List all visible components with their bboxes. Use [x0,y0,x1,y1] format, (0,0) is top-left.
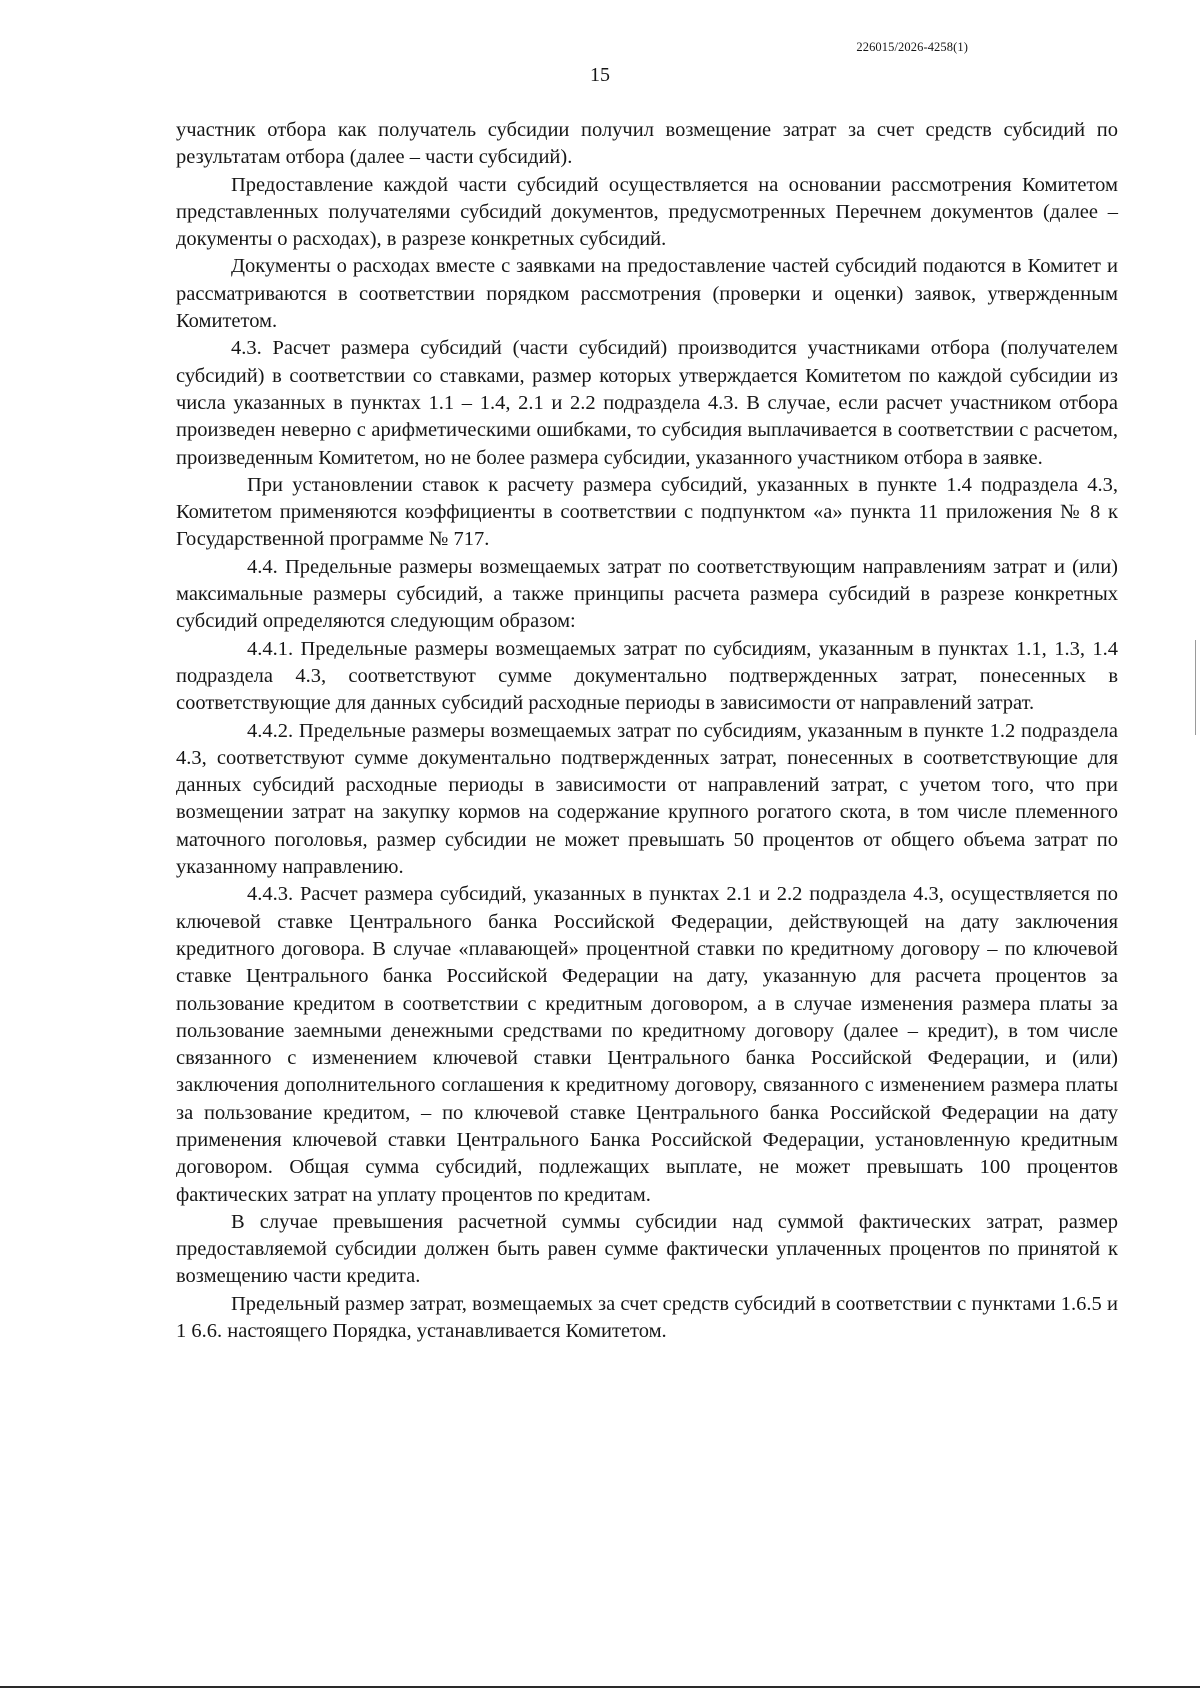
paragraph-4-4-3: 4.4.3. Расчет размера субсидий, указанных в пунктах 2.1 и 2.2 подраздела 4.3, осуществляется по ключевой ставке Центрального банка Российской Федерации, действующей на дату заключения кредитного договора. В случае «плавающей» процентной ставки по кредитному договору – по ключевой ставке Центрального банка Российской Федерации на дату, указанную для расчета процентов за пользование кредитом в соответствии с кредитным договором, а в случае изменения размера платы за пользование заемными денежными средствами по кредитному договору (далее – кредит), в том числе связанного с изменением ключевой ставки Центрального банка Российской Федерации, и (или) заключения дополнительного соглашения к кредитному договору, связанного с изменением размера платы за пользование кредитом, – по ключевой ставке Центрального банка Российской Федерации на дату применения ключевой ставки Центрального Банка Российской Федерации, установленную кредитным договором. Общая сумма субсидий, подлежащих выплате, не может превышать 100 процентов фактических затрат на уплату процентов по кредитам. [176,883,1118,1206]
paragraph-4-4-1: 4.4.1. Предельные размеры возмещаемых затрат по субсидиям, указанным в пунктах 1.1, 1.3, 1.4 подраздела 4.3, соответствуют сумме документально подтвержденных затрат, понесенных в соответствующие для данных субсидий расходные периоды в зависимости от направлений затрат. [176,637,1118,715]
document-body [176,117,1118,1345]
paragraph-expense-documents: Документы о расходах вместе с заявками на предоставление частей субсидий подаются в Комитет и рассматриваются в соответствии порядком рассмотрения (проверки и оценки) заявок, утвержденным Комитетом. [176,255,1118,333]
paragraph-4-4: 4.4. Предельные размеры возмещаемых затрат по соответствующим направлениям затрат и (или) максимальные размеры субсидий, а также принципы расчета размера субсидий в разрезе конкретных субсидий определяются следующим образом: [176,555,1118,633]
paragraph-continuation: участник отбора как получатель субсидии получил возмещение затрат за счет средств субсидий по результатам отбора (далее – части субсидий). [176,119,1118,169]
paragraph-4-3: 4.3. Расчет размера субсидий (части субсидий) производится участниками отбора (получателем субсидий) в соответствии со ставками, размер которых утверждается Комитетом по каждой субсидии из числа указанных в пунктах 1.1 – 1.4, 2.1 и 2.2 подраздела 4.3. В случае, если расчет участником отбора произведен неверно с арифметическими ошибками, то субсидия выплачивается в соответствии с расчетом, произведенным Комитетом, но не более размера субсидии, указанного участником отбора в заявке. [176,337,1118,469]
document-number: 226015/2026-4258(1) [856,40,968,54]
paragraph-parts-basis: Предоставление каждой части субсидий осуществляется на основании рассмотрения Комитетом представленных получателями субсидий документов, предусмотренных Перечнем документов (далее – документы о расходах), в разрезе конкретных субсидий. [176,173,1118,251]
scan-edge-line [0,1686,1200,1688]
paragraph-4-4-2: 4.4.2. Предельные размеры возмещаемых затрат по субсидиям, указанным в пункте 1.2 подраздела 4.3, соответствуют сумме документально подтвержденных затрат, понесенных в соответствующие для данных субсидий расходные периоды в зависимости от направлений затрат, с учетом того, что при возмещении затрат на закупку кормов на содержание крупного рогатого скота, в том числе племенного маточного поголовья, размер субсидии не может превышать 50 процентов от общего объема затрат по указанному направлению. [176,719,1118,879]
paragraph-cost-limit: Предельный размер затрат, возмещаемых за счет средств субсидий в соответствии с пунктами 1.6.5 и 1 6.6. настоящего Порядка, устанавливается Комитетом. [176,1292,1118,1343]
page-number: 15 [590,64,610,86]
paragraph-excess-subsidy: В случае превышения расчетной суммы субсидии над суммой фактических затрат, размер предоставляемой субсидии должен быть равен сумме фактически уплаченных процентов по принятой к возмещению части кредита. [176,1210,1118,1288]
paragraph-rates-coefficients: При установлении ставок к расчету размера субсидий, указанных в пункте 1.4 подраздела 4.3, Комитетом применяются коэффициенты в соответствии с подпунктом «а» пункта 11 приложения № 8 к Государственной программе № 717. [176,473,1118,551]
scan-artifact-mark [1195,640,1196,735]
